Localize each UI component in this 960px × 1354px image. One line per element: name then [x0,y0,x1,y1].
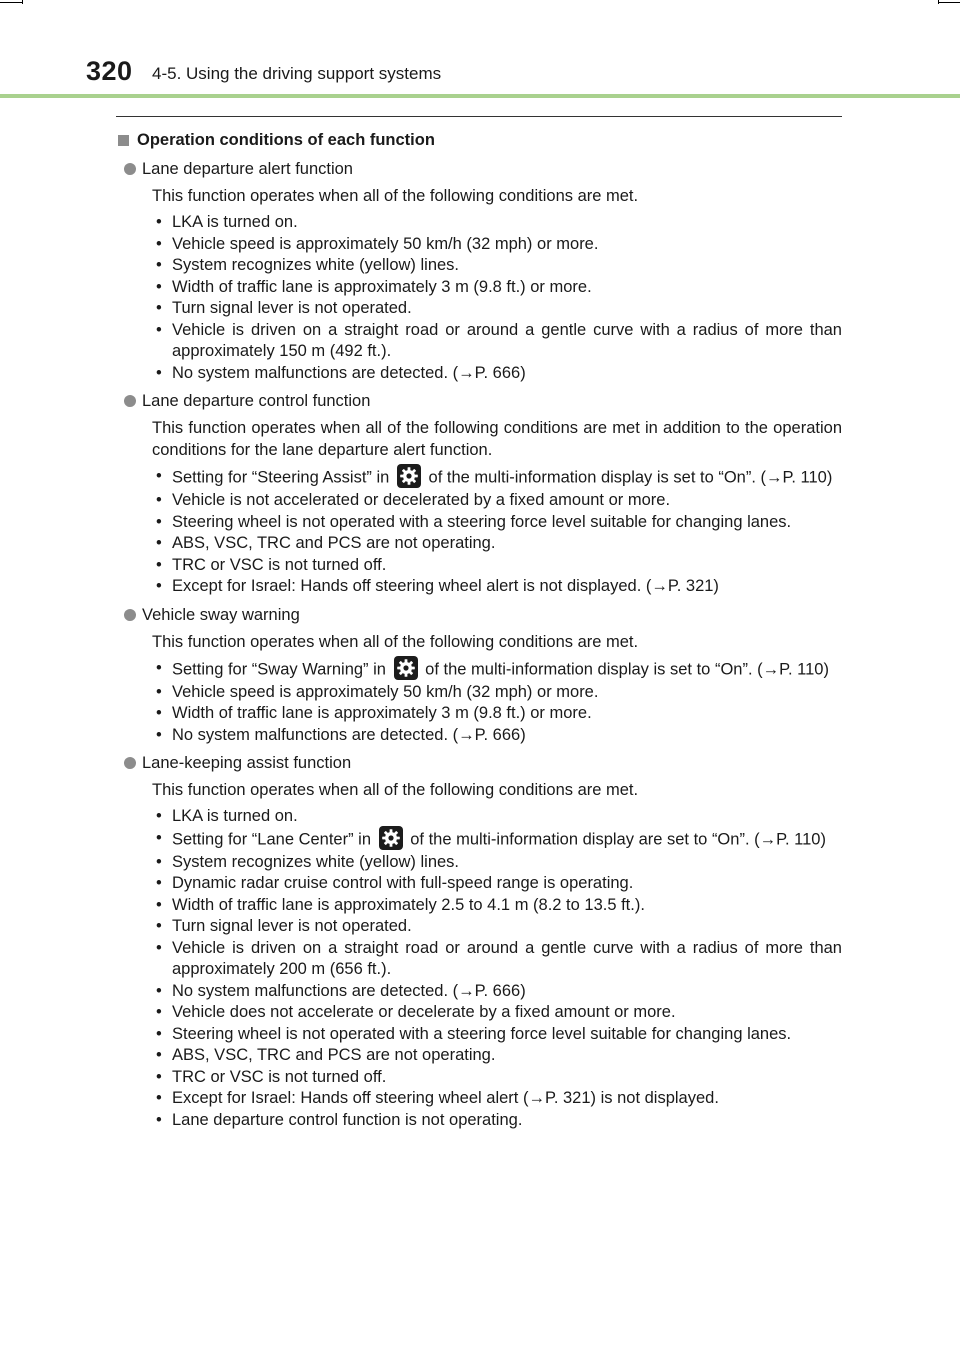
condition-item [156,1110,842,1132]
condition-item [156,1067,842,1089]
condition-item [156,1045,842,1067]
condition-text: Vehicle does not accelerate or decelerate by a fixed amount or more. [172,1003,676,1021]
function-title [116,603,842,627]
condition-text-after-icon: of the multi-information display is set to “On”. (→P. 110) [428,468,833,487]
condition-item [156,363,842,385]
condition-text: No system malfunctions are detected. (→P. 666) [172,725,526,744]
condition-text: TRC or VSC is not turned off. [172,1067,387,1086]
condition-text: Turn signal lever is not operated. [172,299,412,317]
condition-item [156,916,842,938]
condition-text-after-icon: of the multi-information display are set to “On”. (→P. 110) [410,829,826,848]
condition-text: Steering wheel is not operated with a steering force level suitable for changing lanes. [172,1024,792,1043]
function-intro: This function operates when all of the following conditions are met. [152,781,639,799]
condition-item [156,658,842,682]
condition-text: Vehicle is driven on a straight road or around a gentle curve with a radius of more than approximately 200 m (656 ft.). [172,938,842,978]
condition-text-before-icon: Setting for “Lane Center” in [172,829,372,848]
round-bullet-icon [124,395,136,407]
function-title [116,389,842,413]
condition-text: TRC or VSC is not turned off. [172,555,387,574]
square-bullet-icon [118,135,129,146]
condition-item [156,555,842,577]
function-title [116,157,842,181]
gear-icon [394,656,418,680]
condition-text: ABS, VSC, TRC and PCS are not operating. [172,1046,496,1064]
condition-list [116,466,842,598]
function-intro: This function operates when all of the following conditions are met. [152,187,639,205]
condition-item [156,298,842,320]
condition-item [156,703,842,725]
function-group [116,389,842,598]
content-divider [116,116,842,117]
function-group [116,603,842,747]
condition-item [156,466,842,490]
condition-list [116,212,842,384]
condition-item [156,277,842,299]
function-title [116,751,842,775]
round-bullet-icon [124,757,136,769]
function-groups [116,157,842,1131]
condition-item [156,490,842,512]
function-intro: This function operates when all of the following conditions are met in addition to the operation conditions for the lane departure alert function. [152,419,842,459]
condition-text: Dynamic radar cruise control with full-speed range is operating. [172,874,634,892]
condition-item [156,1024,842,1046]
condition-text: LKA is turned on. [172,807,298,825]
condition-text: System recognizes white (yellow) lines. [172,852,460,871]
condition-text: Width of traffic lane is approximately 3 m (9.8 ft.) or more. [172,704,592,722]
condition-text: Turn signal lever is not operated. [172,917,412,935]
page-number: 320 [86,56,133,86]
function-group [116,157,842,384]
function-intro: This function operates when all of the following conditions are met. [152,632,639,651]
gear-icon [379,826,403,850]
round-bullet-icon [124,609,136,621]
condition-item [156,806,842,828]
section-title: 4-5. Using the driving support systems [152,64,442,83]
function-title-text: Lane departure alert function [142,160,353,178]
condition-item [156,212,842,234]
condition-text: Width of traffic lane is approximately 2.5 to 4.1 m (8.2 to 13.5 ft.). [172,895,645,914]
condition-text: Except for Israel: Hands off steering wheel alert (→P. 321) is not displayed. [172,1089,719,1107]
function-title-text: Lane departure control function [142,392,371,410]
function-group [116,751,842,1131]
condition-item [156,512,842,534]
condition-list [116,658,842,747]
condition-item [156,895,842,917]
condition-text: LKA is turned on. [172,213,298,231]
section-heading-text: Operation conditions of each function [137,131,435,149]
condition-text: No system malfunctions are detected. (→P. 666) [172,981,526,1000]
function-title-text: Lane-keeping assist function [142,754,352,772]
condition-text-after-icon: of the multi-information display is set to “On”. (→P. 110) [425,659,829,678]
condition-text: Vehicle speed is approximately 50 km/h (32 mph) or more. [172,234,599,253]
condition-item [156,938,842,981]
condition-item [156,255,842,277]
round-bullet-icon [124,163,136,175]
condition-text: ABS, VSC, TRC and PCS are not operating. [172,534,496,552]
condition-text: Vehicle is not accelerated or decelerated by a fixed amount or more. [172,491,671,509]
condition-item [156,725,842,747]
condition-item [156,828,842,852]
condition-text: Width of traffic lane is approximately 3 m (9.8 ft.) or more. [172,277,592,296]
condition-item [156,1088,842,1110]
condition-item [156,576,842,598]
function-title-text: Vehicle sway warning [142,605,300,624]
condition-item [156,852,842,874]
header-rule [0,94,960,98]
condition-text-before-icon: Setting for “Steering Assist” in [172,468,390,487]
condition-text: Vehicle speed is approximately 50 km/h (32 mph) or more. [172,682,599,701]
condition-text: Lane departure control function is not operating. [172,1110,523,1129]
condition-item [156,234,842,256]
condition-item [156,533,842,555]
section-heading [116,128,842,152]
condition-item [156,873,842,895]
gear-icon [397,464,421,488]
condition-text: System recognizes white (yellow) lines. [172,256,460,274]
condition-text: Steering wheel is not operated with a steering force level suitable for changing lanes. [172,512,792,531]
condition-text: Vehicle is driven on a straight road or around a gentle curve with a radius of more than approximately 150 m (492 ft.). [172,320,842,360]
condition-text-before-icon: Setting for “Sway Warning” in [172,659,386,678]
condition-item [156,981,842,1003]
condition-item [156,320,842,363]
page-content [116,128,842,1131]
condition-text: No system malfunctions are detected. (→P. 666) [172,363,526,382]
condition-item [156,1002,842,1024]
page-header [0,0,960,100]
condition-list [116,806,842,1131]
condition-item [156,682,842,704]
condition-text: Except for Israel: Hands off steering wheel alert is not displayed. (→P. 321) [172,577,719,595]
